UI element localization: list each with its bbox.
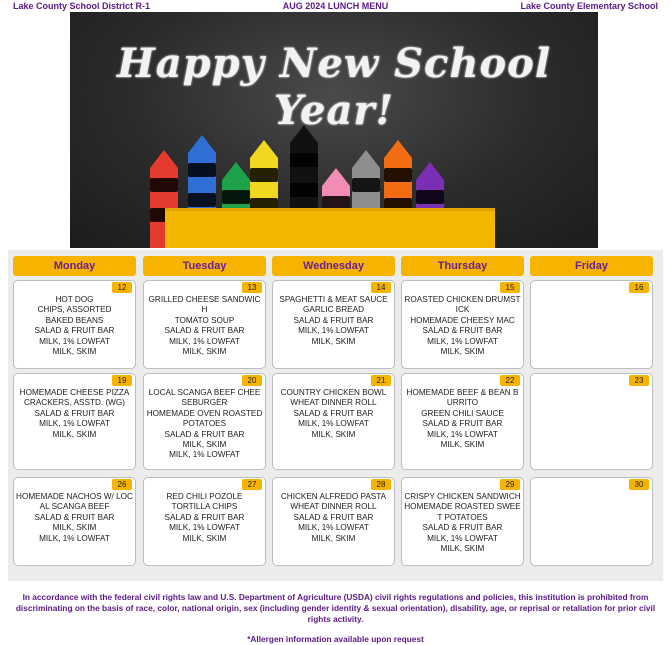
page-header [0, 0, 671, 12]
menu-item: LOCAL SCANGA BEEF CHEESEBURGER [148, 388, 261, 408]
menu-title: AUG 2024 LUNCH MENU [282, 1, 389, 11]
date-badge: 20 [242, 375, 262, 386]
day-header-friday: Friday [530, 256, 653, 276]
allergen-note: *Allergen information available upon request [247, 634, 424, 644]
menu-item: SALAD & FRUIT BAR [293, 512, 374, 522]
menu-item: HOT DOG [55, 295, 94, 304]
day-cell [13, 280, 136, 369]
menu-item: MILK, SKIM [182, 440, 227, 450]
menu-item: CHIPS, ASSORTED [37, 305, 112, 315]
district-name: Lake County School District R-1 [13, 1, 151, 11]
menu-items [275, 388, 392, 440]
nondiscrimination-statement: In accordance with the federal civil rights law and U.S. Department of Agriculture (USDA) civil rights regulations and policies, this institution is prohibited from discriminating on the basis of race, color, national origin, sex (including gender identity & sexual orientation), disability, age, or reprisal or retaliation for prior civil rights activity. [15, 592, 656, 624]
menu-item: WHEAT DINNER ROLL [290, 398, 377, 408]
menu-items [146, 295, 263, 357]
menu-item: MILK, SKIM [52, 523, 97, 533]
menu-item: MILK, 1% LOWFAT [427, 533, 498, 543]
day-cell [272, 477, 395, 566]
menu-item: SALAD & FRUIT BAR [34, 326, 115, 336]
menu-item: MILK, 1% LOWFAT [169, 523, 240, 533]
menu-item: CHICKEN ALFREDO PASTA [280, 492, 387, 501]
menu-item: MILK, 1% LOWFAT [39, 419, 110, 429]
menu-item: HOMEMADE ROASTED SWEET POTATOES [404, 502, 521, 522]
day-cell [13, 477, 136, 566]
menu-item: WHEAT DINNER ROLL [290, 502, 377, 512]
date-badge: 21 [371, 375, 391, 386]
menu-items [275, 295, 392, 347]
date-badge: 19 [112, 375, 132, 386]
menu-item: HOMEMADE CHEESE PIZZA [19, 388, 130, 397]
menu-item: TORTILLA CHIPS [171, 502, 238, 512]
menu-items [16, 388, 133, 440]
menu-item: MILK, 1% LOWFAT [39, 336, 110, 346]
day-cell [530, 477, 653, 566]
menu-items [404, 295, 521, 357]
day-cell [530, 373, 653, 470]
day-header-monday: Monday [13, 256, 136, 276]
banner-image [70, 12, 598, 248]
menu-item: GREEN CHILI SAUCE [421, 408, 504, 418]
day-cell [401, 477, 524, 566]
menu-item: ROASTED CHICKEN DRUMSTICK [404, 295, 521, 315]
date-badge: 13 [242, 282, 262, 293]
day-cell [143, 477, 266, 566]
menu-item: SPAGHETTI & MEAT SAUCE [279, 295, 388, 304]
date-badge: 14 [371, 282, 391, 293]
menu-item: SALAD & FRUIT BAR [164, 326, 245, 336]
menu-item: MILK, 1% LOWFAT [169, 336, 240, 346]
menu-item: SALAD & FRUIT BAR [34, 408, 115, 418]
menu-item: MILK, 1% LOWFAT [298, 326, 369, 336]
menu-item: HOMEMADE OVEN ROASTED POTATOES [146, 408, 263, 429]
menu-item: SALAD & FRUIT BAR [293, 315, 374, 325]
date-badge: 16 [629, 282, 649, 293]
menu-item: MILK, SKIM [311, 429, 356, 439]
menu-item: MILK, 1% LOWFAT [298, 523, 369, 533]
menu-item: SALAD & FRUIT BAR [422, 326, 503, 336]
day-cell [530, 280, 653, 369]
date-badge: 12 [112, 282, 132, 293]
day-cell [401, 280, 524, 369]
date-badge: 30 [629, 479, 649, 490]
menu-item: GRILLED CHEESE SANDWICH [148, 295, 261, 315]
day-cell [13, 373, 136, 470]
menu-item: MILK, 1% LOWFAT [427, 336, 498, 346]
menu-item: SALAD & FRUIT BAR [164, 512, 245, 522]
day-cell [272, 280, 395, 369]
menu-item: MILK, 1% LOWFAT [427, 429, 498, 439]
menu-item: GARLIC BREAD [303, 305, 364, 315]
menu-item: MILK, SKIM [182, 347, 227, 357]
crayon-box [165, 208, 495, 248]
day-header-tuesday: Tuesday [143, 256, 266, 276]
menu-items [16, 492, 133, 544]
menu-item: RED CHILI POZOLE [166, 492, 243, 501]
day-header-thursday: Thursday [401, 256, 524, 276]
day-cell [272, 373, 395, 470]
menu-item: SALAD & FRUIT BAR [293, 408, 374, 418]
menu-item: SALAD & FRUIT BAR [422, 523, 503, 533]
menu-item: MILK, SKIM [440, 347, 485, 357]
menu-item: HOMEMADE NACHOS W/ LOCAL SCANGA BEEF [16, 492, 133, 512]
day-cell [143, 280, 266, 369]
menu-item: MILK, SKIM [52, 429, 97, 439]
menu-items [404, 388, 521, 450]
menu-items [146, 388, 263, 461]
menu-item: BAKED BEANS [45, 315, 104, 325]
menu-item: MILK, 1% LOWFAT [298, 419, 369, 429]
date-badge: 27 [242, 479, 262, 490]
menu-item: MILK, 1% LOWFAT [169, 450, 240, 460]
menu-items [404, 492, 521, 554]
menu-item: MILK, SKIM [52, 347, 97, 357]
menu-item: CRISPY CHICKEN SANDWICH [404, 492, 521, 501]
menu-item: MILK, SKIM [440, 440, 485, 450]
date-badge: 29 [500, 479, 520, 490]
menu-item: HOMEMADE CHEESY MAC [410, 315, 515, 325]
day-cell [143, 373, 266, 470]
menu-item: COUNTRY CHICKEN BOWL [280, 388, 387, 397]
date-badge: 22 [500, 375, 520, 386]
menu-item: TOMATO SOUP [174, 315, 235, 325]
date-badge: 15 [500, 282, 520, 293]
menu-item: SALAD & FRUIT BAR [422, 419, 503, 429]
menu-item: HOMEMADE BEEF & BEAN BURRITO [406, 388, 519, 408]
school-name: Lake County Elementary School [520, 1, 658, 11]
date-badge: 28 [371, 479, 391, 490]
banner-text: Happy New School Year! [116, 40, 552, 134]
menu-item: MILK, 1% LOWFAT [39, 533, 110, 543]
day-cell [401, 373, 524, 470]
menu-items [275, 492, 392, 544]
menu-item: MILK, SKIM [440, 544, 485, 554]
menu-item: MILK, SKIM [311, 533, 356, 543]
date-badge: 26 [112, 479, 132, 490]
day-header-wednesday: Wednesday [272, 256, 395, 276]
menu-items [146, 492, 263, 544]
date-badge: 23 [629, 375, 649, 386]
menu-item: SALAD & FRUIT BAR [34, 512, 115, 522]
menu-item: MILK, SKIM [182, 533, 227, 543]
menu-item: MILK, SKIM [311, 336, 356, 346]
menu-items [16, 295, 133, 357]
menu-item: SALAD & FRUIT BAR [164, 429, 245, 439]
menu-item: CRACKERS, ASSTD. (WG) [24, 398, 125, 408]
